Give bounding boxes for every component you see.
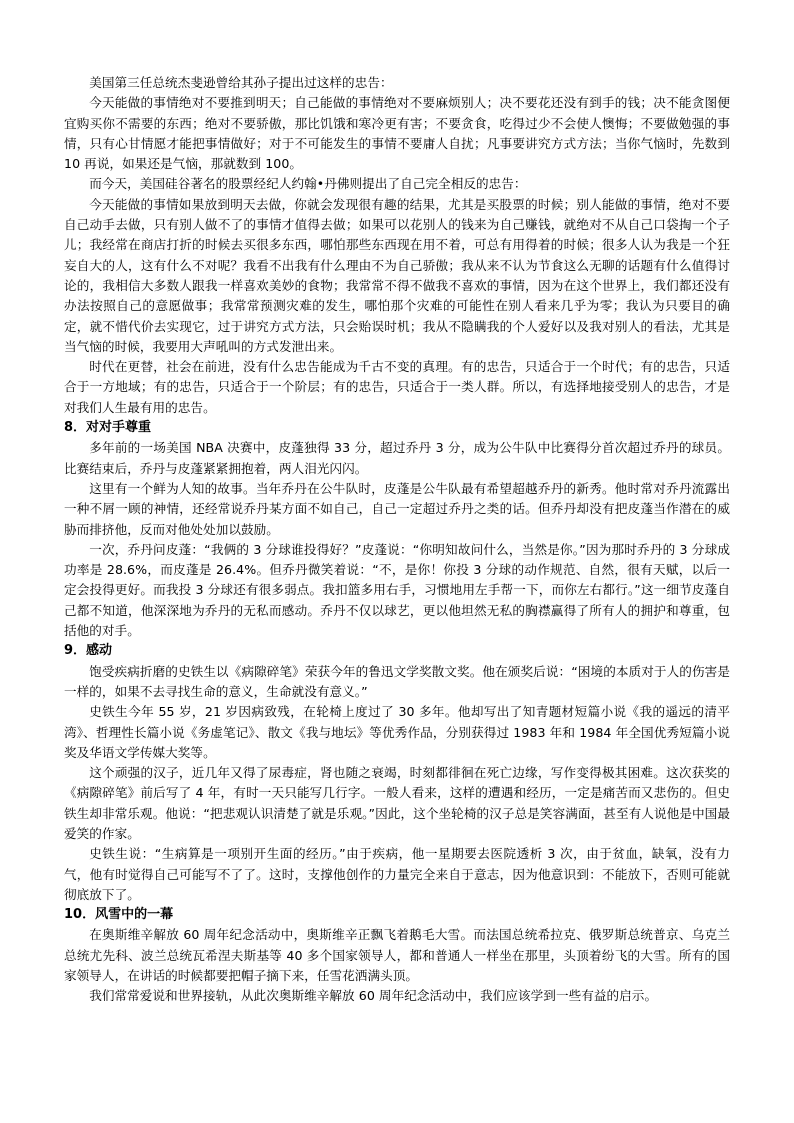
biography-paragraph: 史铁生今年 55 岁，21 岁因病致残，在轮椅上度过了 30 多年。他却写出了知青题材短篇小说《我的遥远的清平湾》、哲理性长篇小说《务虚笔记》、散文《我与地坛》等优秀作品，分别获得过 1983 年和 1984 年全国优秀短篇小说奖及华语文学传媒大奖等。 [64,704,730,760]
intro-paragraph: 美国第三任总统杰斐逊曾给其孙子提出过这样的忠告： [89,75,393,90]
section-heading-10: 10．风雪中的一幕 [64,907,174,923]
conclusion-paragraph: 时代在更替，社会在前进，没有什么忠告能成为千古不变的真理。有的忠告，只适合于一个时代；有的忠告，只适合于一方地域；有的忠告，只适合于一个阶层；有的忠告，只适合于一类人群。所以，有选择地接受别人的忠告，才是对我们人生最有用的忠告。 [64,359,730,415]
jefferson-advice-paragraph: 今天能做的事情绝对不要推到明天；自己能做的事情绝对不要麻烦别人；决不要花还没有到手的钱；决不能贪图便宜购买你不需要的东西；绝对不要骄傲，那比饥饿和寒冷更有害；不要贪食，吃得过少不会使人懊悔；不要做勉强的事情，只有心甘情愿才能把事情做好；对于不可能发生的事情不要庸人自扰；凡事要讲究方式方法；当你气恼时，先数到 10 再说，如果还是气恼，那就数到 100。 [64,95,730,172]
willpower-paragraph: 史铁生说：“生病算是一项别开生面的经历。”由于疾病，他一星期要去医院透析 3 次，由于贫血，缺氧，没有力气，他有时觉得自己可能写不了了。这时，支撑他创作的力量完全来自于意志，因为他意识到：不能放下，否则可能就彻底放下了。 [64,846,730,902]
illness-paragraph: 这个顽强的汉子，近几年又得了尿毒症，肾也随之衰竭，时刻都徘徊在死亡边缘，写作变得极其困难。这次获奖的《病隙碎笔》前后写了 4 年，有时一天只能写几行字。一般人看来，这样的遭遇和经历，一定是痛苦而又悲伤的。但史铁生却非常乐观。他说：“把悲观认识清楚了就是乐观。”因此，这个坐轮椅的汉子总是笑容满面，甚至有人说他是中国最爱笑的作家。 [64,765,730,841]
denver-advice-paragraph: 今天能做的事情如果放到明天去做，你就会发现很有趣的结果，尤其是买股票的时候；别人能做的事情，绝对不要自己动手去做，只有别人做不了的事情才值得去做；如果可以花别人的钱来为自己赚钱，就绝对不从自己口袋掏一个子儿；我经常在商店打折的时候去买很多东西，哪怕那些东西现在用不着，可总有用得着的时候；很多人认为我是一个狂妄自大的人，这有什么不对呢？我看不出我有什么理由不为自己骄傲；我从来不认为节食这么无聊的话题有什么值得讨论的，我相信大多数人跟我一样喜欢美妙的食物；我常常不得不做我不喜欢的事情，因为在这个世界上，我们都还没有办法按照自己的意愿做事；我常常预测灾难的发生，哪怕那个灾难的可能性在别人看来几乎为零；我认为只要目的确定，就不惜代价去实现它，过于讲究方式方法，只会贻误时机；我从不隐瞒我的个人爱好以及我对别人的看法，尤其是当气恼的时候，我要用大声吼叫的方式发泄出来。 [64,196,730,354]
auschwitz-paragraph: 在奥斯维辛解放 60 周年纪念活动中，奥斯维辛正飘飞着鹅毛大雪。而法国总统希拉克、俄罗斯总统普京、乌克兰总统尤先科、波兰总统瓦希涅夫斯基等 40 多个国家领导人，都和普通人一样坐在那里，头顶着纷飞的大雪。所有的国家领导人，在讲话的时候都要把帽子摘下来，任雪花洒满头顶。 [64,927,730,984]
nba-final-paragraph: 多年前的一场美国 NBA 决赛中，皮蓬独得 33 分，超过乔丹 3 分，成为公牛队中比赛得分首次超过乔丹的球员。比赛结束后，乔丹与皮蓬紧紧拥抱着，两人泪光闪闪。 [64,440,730,476]
denver-intro-paragraph: 而今天，美国硅谷著名的股票经纪人约翰•丹佛则提出了自己完全相反的忠告： [89,176,527,192]
three-point-paragraph: 一次，乔丹问皮蓬：“我俩的 3 分球谁投得好？”皮蓬说：“你明知故问什么，当然是你。”因为那时乔丹的 3 分球成功率是 28.6%，而皮蓬是 26.4%。但乔丹微笑着说：“不，是你！你投 3 分球的动作规范、自然，很有天赋，以后一定会投得更好。而我投 3 分球还有很多弱点。我扣篮多用右手，习惯地用左手帮一下，而你左右都行。”这一细节皮蓬自己都不知道，他深深地为乔丹的无私而感动。乔丹不仅以球艺，更以他坦然无私的胸襟赢得了所有人的拥护和尊重，包括他的对手。 [64,541,730,639]
section-heading-8: 8．对对手尊重 [64,420,152,436]
award-paragraph: 饱受疾病折磨的史铁生以《病隙碎笔》荣获今年的鲁迅文学奖散文奖。他在颁奖后说：“困境的本质对于人的伤害是一样的，如果不去寻找生命的意义，生命就没有意义。” [64,663,730,699]
lesson-paragraph: 我们常常爱说和世界接轨，从此次奥斯维辛解放 60 周年纪念活动中，我们应该学到一些有益的启示。 [89,988,658,1004]
jordan-story-paragraph: 这里有一个鲜为人知的故事。当年乔丹在公牛队时，皮蓬是公牛队最有希望超越乔丹的新秀。他时常对乔丹流露出一种不屑一顾的神情，还经常说乔丹某方面不如自己，自己一定超过乔丹之类的话。但乔丹却没有把皮蓬当作潜在的威胁而排挤他，反而对他处处加以鼓励。 [64,480,730,537]
document-body [64,73,730,1007]
section-heading-9: 9．感动 [64,643,113,659]
